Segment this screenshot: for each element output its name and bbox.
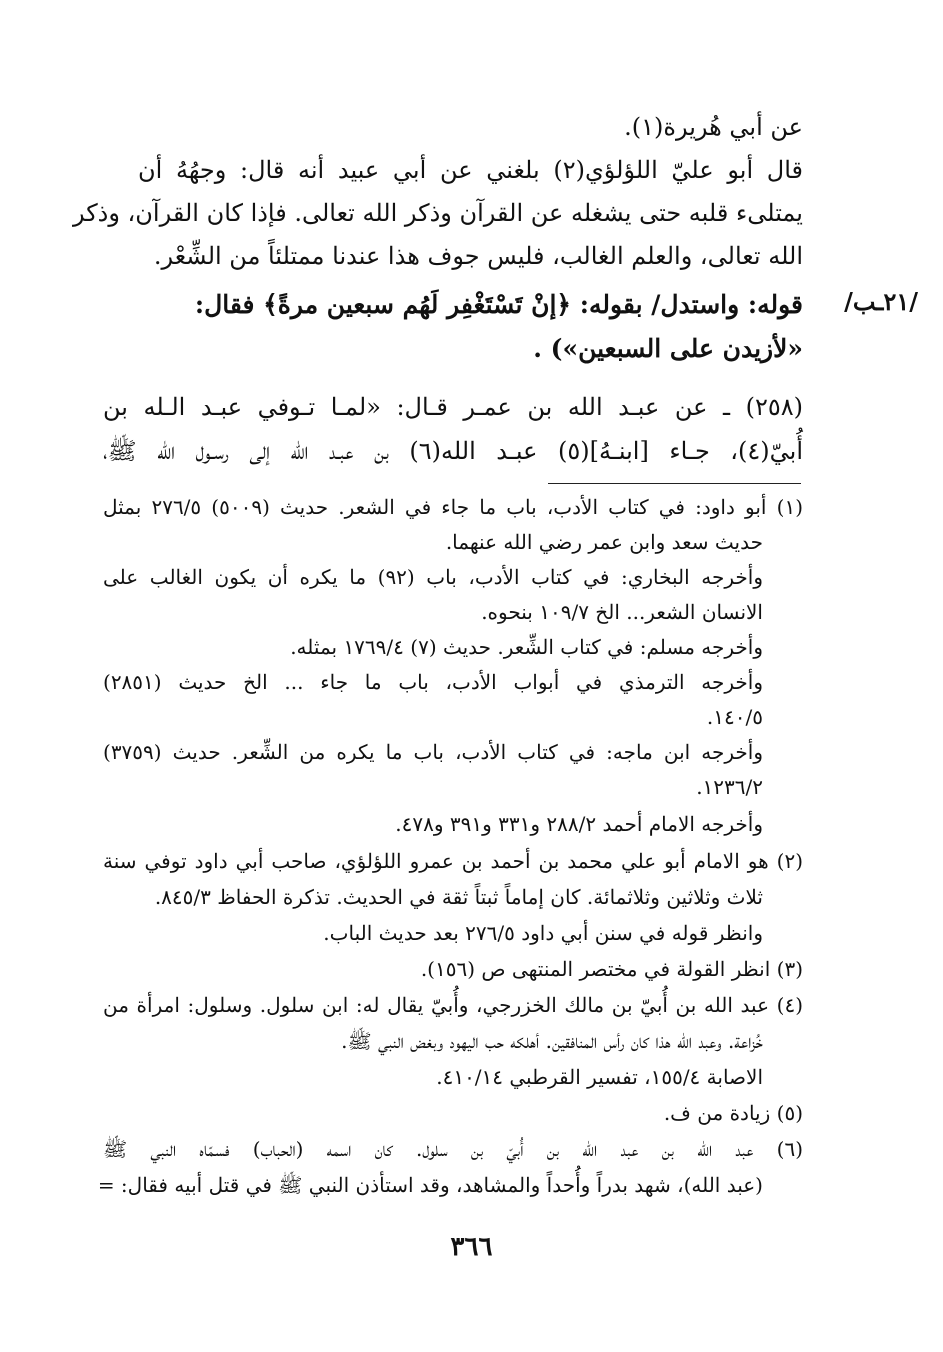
footnote-line: (٣) انظر القولة في مختصر المنتهى ص (١٥٦). <box>420 957 803 981</box>
footnote-separator <box>548 483 801 484</box>
footnote-line: (٤) عبد الله بن أُبيّ بن مالك الخزرجي، وأُبيّ يقال له: ابن سلول. وسلول: امرأة من <box>103 993 803 1017</box>
margin-folio-ref: /٢١ـب/ <box>844 287 918 316</box>
footnote-line: الاصابة ١٥٥/٤، تفسير القرطبي ٤١٠/١٤. <box>436 1065 763 1089</box>
page-number: ٣٦٦ <box>450 1232 493 1262</box>
main-text-line: قال أبو عليّ اللؤلؤي(٢) بلغني عن أبي عبيد أنه قال: وجهُهُ أن <box>138 156 804 184</box>
footnote-line: (٦) عبد الله بن عبد الله بن أُبيّ بن سلول. كان اسمه (الحباب) فسمّاه النبي ﷺ <box>103 1137 803 1161</box>
footnote-line: وأخرجه الامام أحمد ٢٨٨/٢ و٣٣١ و٣٩١ و٤٧٨. <box>395 812 763 836</box>
main-text-line: الله تعالى، والعلم الغالب، فليس جوف هذا عندنا ممتلئاً من الشِّعْر. <box>153 242 803 270</box>
footnote-line: وأخرجه مسلم: في كتاب الشِّعر. حديث (٧) ١٧٦٩/٤ بمثله. <box>290 635 763 659</box>
footnote-line: ١٢٣٦/٢. <box>696 775 763 799</box>
footnote-line: خُزاعة. وعبد الله هذا كان رأس المنافقين. أهلكه حب اليهود وبغض النبي ﷺ. <box>341 1029 763 1053</box>
footnote-line: (٢) هو الامام أبو علي محمد بن أحمد بن عمرو اللؤلؤي، صاحب أبي داود توفي سنة <box>103 849 803 873</box>
main-text-line: عن أبي هُريرة(١). <box>624 113 803 141</box>
heading-line: «لأزيدن على السبعين») . <box>533 334 803 363</box>
main-text-line: يمتلىء قلبه حتى يشغله عن القرآن وذكر الله تعالى. فإذا كان القرآن، وذكر <box>72 199 803 227</box>
footnote-line: ثلاث وثلاثين وثلاثمائة. كان إماماً ثبتاً ثقة في الحديث. تذكرة الحفاظ ٨٤٥/٣. <box>154 885 763 909</box>
hadith-line: (٢٥٨) ـ عن عبـد الله بن عمـر قـال: «لمـا تـوفي عبـد الـله بن <box>103 393 803 421</box>
footnote-line: (١) أبو داود: في كتاب الأدب، باب ما جاء في الشعر. حديث (٥٠٠٩) ٢٧٦/٥ بمثل <box>103 495 803 519</box>
footnote-line: وأخرجه ابن ماجه: في كتاب الأدب، باب ما يكره من الشِّعر. حديث (٣٧٥٩) <box>103 740 763 764</box>
footnote-line: ١٤٠/٥. <box>706 705 763 729</box>
footnote-line: وأخرجه البخاري: في كتاب الأدب، باب (٩٢) ما يكره أن يكون الغالب على <box>103 565 763 589</box>
footnote-line: (عبد الله)، شهد بدراً وأُحداً والمشاهد، وقد استأذن النبي ﷺ في قتل أبيه فقال: = <box>97 1173 763 1197</box>
hadith-line: أُبيّ(٤)، جـاء [ابنـهُ](٥) عبـد الله(٦) بن عبـد الله إلى رسـول الله ﷺ، <box>103 437 804 465</box>
footnote-line: وأخرجه الترمذي في أبواب الأدب، باب ما جاء ... الخ حديث (٢٨٥١) <box>103 670 763 694</box>
footnote-line: حديث سعد وابن عمر رضي الله عنهما. <box>445 530 763 554</box>
footnote-line: وانظر قوله في سنن أبي داود ٢٧٦/٥ بعد حديث الباب. <box>323 921 763 945</box>
footnote-line: الانسان الشعر... الخ ١٠٩/٧ بنحوه. <box>481 600 763 624</box>
footnote-line: (٥) زيادة من ف. <box>663 1101 803 1125</box>
heading-line: قوله: واستدل/ بقوله: ﴿إنْ تَسْتَغْفِر لَهُم سبعين مرةً﴾ فقال: <box>194 290 803 319</box>
